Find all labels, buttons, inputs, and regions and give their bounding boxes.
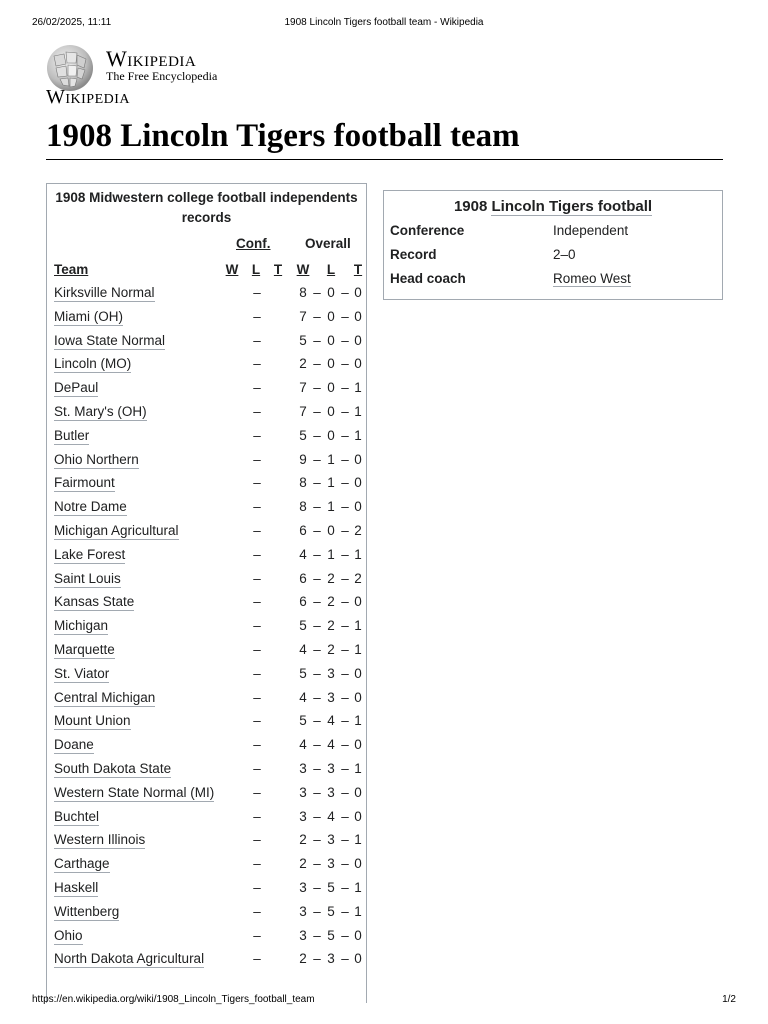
overall-wins: 7	[299, 403, 307, 419]
overall-losses: 1	[327, 451, 335, 467]
overall-wins: 3	[299, 927, 307, 943]
infobox	[383, 190, 723, 300]
records-header-row	[47, 258, 366, 282]
team-link[interactable]: DePaul	[54, 380, 99, 396]
overall-losses: 3	[327, 951, 335, 967]
conf-record: –	[253, 665, 261, 681]
team-link[interactable]: Marquette	[54, 641, 115, 657]
overall-ties: 0	[354, 356, 362, 372]
overall-losses: 3	[327, 832, 335, 848]
record-separator: –	[313, 618, 321, 634]
conf-ties-header[interactable]: T	[273, 262, 283, 277]
table-row	[47, 401, 366, 425]
conf-record: –	[253, 689, 261, 705]
record-separator: –	[341, 689, 349, 705]
record-separator: –	[341, 522, 349, 538]
overall-ties: 1	[354, 832, 362, 848]
record-separator: –	[341, 380, 349, 396]
overall-losses: 0	[327, 285, 335, 300]
table-row	[47, 901, 366, 925]
overall-wins: 5	[299, 618, 307, 634]
team-link[interactable]: Fairmount	[54, 475, 115, 491]
overall-ties: 0	[354, 808, 362, 824]
overall-ties: 0	[354, 951, 362, 967]
record-separator: –	[341, 308, 349, 324]
record-separator: –	[341, 737, 349, 753]
record-separator: –	[313, 332, 321, 348]
overall-losses: 0	[327, 332, 335, 348]
overall-losses: 1	[327, 546, 335, 562]
record-separator: –	[341, 499, 349, 515]
record-separator: –	[341, 879, 349, 895]
table-row	[47, 806, 366, 830]
record-separator: –	[341, 713, 349, 729]
overall-wins: 2	[299, 356, 307, 372]
conf-record: –	[253, 570, 261, 586]
logo-tagline: The Free Encyclopedia	[106, 69, 218, 83]
conf-record: –	[253, 641, 261, 657]
record-separator: –	[341, 641, 349, 657]
table-row	[47, 568, 366, 592]
print-header	[32, 17, 736, 31]
overall-ties: 0	[354, 737, 362, 753]
infobox-row-head-coach	[390, 271, 716, 291]
record-separator: –	[313, 951, 321, 967]
table-row	[47, 687, 366, 711]
overall-wins: 2	[299, 951, 307, 967]
overall-wins: 5	[299, 427, 307, 443]
overall-losses: 3	[327, 760, 335, 776]
table-row	[47, 544, 366, 568]
overall-ties: 1	[354, 879, 362, 895]
overall-losses: 2	[327, 618, 335, 634]
team-link[interactable]: Ohio	[54, 927, 83, 943]
overall-wins: 3	[299, 903, 307, 919]
overall-ties: 1	[354, 903, 362, 919]
record-separator: –	[313, 570, 321, 586]
record-separator: –	[313, 903, 321, 919]
record-separator: –	[313, 546, 321, 562]
table-row	[47, 377, 366, 401]
overall-wins: 6	[299, 570, 307, 586]
conf-record: –	[253, 951, 261, 967]
team-link[interactable]: Mount Union	[54, 713, 131, 729]
table-row	[47, 663, 366, 687]
conf-record: –	[253, 784, 261, 800]
record-separator: –	[341, 451, 349, 467]
conf-record: –	[253, 380, 261, 396]
wikipedia-logo[interactable]	[44, 42, 244, 110]
record-separator: –	[313, 737, 321, 753]
overall-losses: 4	[327, 713, 335, 729]
record-separator: –	[341, 570, 349, 586]
records-table	[47, 234, 366, 972]
record-separator: –	[341, 856, 349, 872]
overall-wins: 6	[299, 522, 307, 538]
table-row	[47, 615, 366, 639]
conf-record: –	[253, 903, 261, 919]
overall-ties: 0	[354, 856, 362, 872]
table-row	[47, 782, 366, 806]
table-row	[47, 496, 366, 520]
record-separator: –	[313, 380, 321, 396]
team-link[interactable]: Iowa State Normal	[54, 332, 166, 348]
overall-ties: 1	[354, 403, 362, 419]
team-link[interactable]: Michigan Agricultural	[54, 522, 179, 538]
print-footer	[32, 994, 736, 1008]
overall-ties: 2	[354, 570, 362, 586]
record-separator: –	[313, 927, 321, 943]
team-link[interactable]: Central Michigan	[54, 689, 156, 705]
conf-record: –	[253, 832, 261, 848]
overall-ties: 0	[354, 475, 362, 491]
record-separator: –	[341, 356, 349, 372]
overall-wins: 5	[299, 665, 307, 681]
table-row	[47, 829, 366, 853]
team-link[interactable]: Lincoln (MO)	[54, 356, 132, 372]
infobox-label: Record	[390, 247, 437, 262]
overall-ties: 1	[354, 380, 362, 396]
record-separator: –	[313, 451, 321, 467]
record-separator: –	[313, 665, 321, 681]
overall-wins: 6	[299, 594, 307, 610]
record-separator: –	[313, 879, 321, 895]
overall-wins: 3	[299, 784, 307, 800]
record-separator: –	[313, 808, 321, 824]
team-link[interactable]: Doane	[54, 737, 94, 753]
team-link[interactable]: South Dakota State	[54, 760, 172, 776]
overall-wins: 4	[299, 689, 307, 705]
record-separator: –	[341, 546, 349, 562]
overall-ties: 1	[354, 427, 362, 443]
page-title: 1908 Lincoln Tigers football team	[46, 118, 723, 160]
conf-record: –	[253, 475, 261, 491]
team-link[interactable]: Carthage	[54, 856, 110, 872]
overall-ties: 0	[354, 927, 362, 943]
overall-wins-header[interactable]: W	[296, 262, 310, 277]
print-page-number: 1/2	[722, 994, 736, 1005]
conf-record: –	[253, 356, 261, 372]
infobox-title-year: 1908	[453, 198, 488, 215]
record-separator: –	[341, 760, 349, 776]
overall-losses: 3	[327, 665, 335, 681]
overall-losses: 1	[327, 499, 335, 515]
records-caption: 1908 Midwestern college football independents records	[47, 184, 366, 230]
record-separator: –	[313, 594, 321, 610]
record-separator: –	[341, 285, 349, 300]
conf-header-link[interactable]: Conf.	[236, 236, 271, 251]
record-separator: –	[313, 832, 321, 848]
table-row	[47, 853, 366, 877]
overall-ties: 1	[354, 546, 362, 562]
team-link[interactable]: Miami (OH)	[54, 308, 123, 324]
head-coach-link[interactable]: Romeo West	[553, 271, 631, 286]
record-separator: –	[341, 784, 349, 800]
records-navbox	[46, 183, 367, 1003]
record-separator: –	[313, 499, 321, 515]
conf-record: –	[253, 308, 261, 324]
infobox-label: Head coach	[390, 271, 466, 286]
record-separator: –	[313, 285, 321, 300]
infobox-value: 2–0	[553, 247, 576, 262]
record-separator: –	[313, 689, 321, 705]
team-header-link[interactable]: Team	[54, 262, 89, 277]
record-separator: –	[313, 356, 321, 372]
overall-wins: 8	[299, 285, 307, 300]
conf-record: –	[253, 879, 261, 895]
team-link[interactable]: Butler	[54, 427, 90, 443]
team-link[interactable]: Western Illinois	[54, 832, 146, 848]
table-row	[47, 425, 366, 449]
overall-losses-header[interactable]: L	[326, 262, 336, 277]
record-separator: –	[341, 808, 349, 824]
record-separator: –	[313, 856, 321, 872]
overall-wins: 5	[299, 713, 307, 729]
table-row	[47, 282, 366, 306]
table-row	[47, 710, 366, 734]
overall-losses: 0	[327, 427, 335, 443]
infobox-row-conference	[390, 223, 716, 243]
table-row	[47, 306, 366, 330]
overall-ties: 0	[354, 665, 362, 681]
overall-wins: 3	[299, 879, 307, 895]
overall-header: Overall	[305, 236, 351, 251]
overall-ties: 1	[354, 641, 362, 657]
record-separator: –	[313, 427, 321, 443]
overall-losses: 0	[327, 403, 335, 419]
overall-wins: 7	[299, 380, 307, 396]
infobox-row-record	[390, 247, 716, 267]
record-separator: –	[313, 475, 321, 491]
print-datetime: 26/02/2025, 11:11	[32, 17, 112, 28]
overall-wins: 4	[299, 546, 307, 562]
record-separator: –	[341, 665, 349, 681]
overall-wins: 8	[299, 499, 307, 515]
record-separator: –	[341, 832, 349, 848]
overall-losses: 0	[327, 380, 335, 396]
conf-record: –	[253, 499, 261, 515]
record-separator: –	[341, 427, 349, 443]
overall-losses: 2	[327, 594, 335, 610]
overall-losses: 5	[327, 903, 335, 919]
infobox-title-link[interactable]: Lincoln Tigers football	[491, 198, 653, 215]
team-link[interactable]: Kirksville Normal	[54, 285, 155, 300]
record-separator: –	[313, 641, 321, 657]
team-link[interactable]: St. Mary's (OH)	[54, 403, 147, 419]
record-separator: –	[341, 951, 349, 967]
infobox-value: Independent	[553, 223, 629, 238]
conf-record: –	[253, 522, 261, 538]
overall-ties: 0	[354, 308, 362, 324]
conf-record: –	[253, 451, 261, 467]
overall-losses: 3	[327, 856, 335, 872]
team-link[interactable]: North Dakota Agricultural	[54, 951, 205, 967]
record-separator: –	[341, 927, 349, 943]
overall-losses: 3	[327, 689, 335, 705]
overall-ties: 0	[354, 594, 362, 610]
print-title: 1908 Lincoln Tigers football team - Wikipedia	[284, 17, 484, 28]
conf-record: –	[253, 808, 261, 824]
overall-losses: 0	[327, 522, 335, 538]
overall-wins: 8	[299, 475, 307, 491]
overall-wins: 9	[299, 451, 307, 467]
overall-losses: 1	[327, 475, 335, 491]
conf-losses-header[interactable]: L	[251, 262, 261, 277]
table-row	[47, 734, 366, 758]
conf-record: –	[253, 737, 261, 753]
overall-wins: 3	[299, 760, 307, 776]
record-separator: –	[313, 784, 321, 800]
team-link[interactable]: Saint Louis	[54, 570, 121, 586]
table-row	[47, 948, 366, 972]
overall-ties: 1	[354, 713, 362, 729]
infobox-label: Conference	[390, 223, 465, 238]
overall-ties: 0	[354, 784, 362, 800]
overall-losses: 0	[327, 308, 335, 324]
team-link[interactable]: Michigan	[54, 618, 109, 634]
record-separator: –	[313, 308, 321, 324]
overall-ties: 0	[354, 451, 362, 467]
team-link[interactable]: Ohio Northern	[54, 451, 139, 467]
overall-ties: 0	[354, 285, 362, 300]
logo-wordmark: Wikipedia	[106, 46, 197, 71]
overall-losses: 4	[327, 808, 335, 824]
overall-wins: 7	[299, 308, 307, 324]
record-separator: –	[341, 618, 349, 634]
team-link[interactable]: Buchtel	[54, 808, 100, 824]
table-row	[47, 877, 366, 901]
conf-record: –	[253, 760, 261, 776]
table-row	[47, 758, 366, 782]
team-link[interactable]: Notre Dame	[54, 499, 127, 515]
team-link[interactable]: Lake Forest	[54, 546, 126, 562]
team-link[interactable]: Western State Normal (MI)	[54, 784, 215, 800]
record-separator: –	[341, 475, 349, 491]
table-row	[47, 925, 366, 949]
record-separator: –	[341, 403, 349, 419]
table-row	[47, 472, 366, 496]
conf-record: –	[253, 427, 261, 443]
table-row	[47, 449, 366, 473]
conf-record: –	[253, 403, 261, 419]
table-row	[47, 353, 366, 377]
team-link[interactable]: St. Viator	[54, 665, 110, 681]
overall-losses: 2	[327, 570, 335, 586]
overall-losses: 3	[327, 784, 335, 800]
record-separator: –	[341, 903, 349, 919]
conf-record: –	[253, 332, 261, 348]
overall-ties-header[interactable]: T	[353, 262, 363, 277]
records-rows	[47, 282, 366, 972]
record-separator: –	[313, 760, 321, 776]
overall-wins: 5	[299, 332, 307, 348]
table-row	[47, 330, 366, 354]
overall-losses: 0	[327, 356, 335, 372]
overall-wins: 2	[299, 856, 307, 872]
conf-record: –	[253, 594, 261, 610]
conf-record: –	[253, 546, 261, 562]
record-separator: –	[341, 332, 349, 348]
overall-wins: 2	[299, 832, 307, 848]
print-url: https://en.wikipedia.org/wiki/1908_Lincoln_Tigers_football_team	[32, 994, 315, 1005]
overall-ties: 1	[354, 618, 362, 634]
overall-wins: 3	[299, 808, 307, 824]
conf-record: –	[253, 618, 261, 634]
overall-ties: 0	[354, 499, 362, 515]
overall-ties: 0	[354, 332, 362, 348]
conf-record: –	[253, 856, 261, 872]
record-separator: –	[313, 403, 321, 419]
conf-record: –	[253, 285, 261, 300]
record-separator: –	[313, 522, 321, 538]
overall-losses: 5	[327, 927, 335, 943]
overall-ties: 0	[354, 689, 362, 705]
infobox-title	[384, 198, 722, 215]
record-separator: –	[313, 713, 321, 729]
table-row	[47, 520, 366, 544]
overall-losses: 5	[327, 879, 335, 895]
team-link[interactable]: Wittenberg	[54, 903, 120, 919]
records-header-group-row	[47, 234, 366, 258]
overall-wins: 4	[299, 737, 307, 753]
overall-wins: 4	[299, 641, 307, 657]
logo-wordmark-secondary: Wikipedia	[46, 86, 131, 108]
overall-losses: 2	[327, 641, 335, 657]
overall-ties: 1	[354, 760, 362, 776]
conf-wins-header[interactable]: W	[225, 262, 239, 277]
conf-record: –	[253, 927, 261, 943]
team-link[interactable]: Haskell	[54, 879, 99, 895]
record-separator: –	[341, 594, 349, 610]
table-row	[47, 639, 366, 663]
table-row	[47, 591, 366, 615]
team-link[interactable]: Kansas State	[54, 594, 135, 610]
overall-losses: 4	[327, 737, 335, 753]
overall-ties: 2	[354, 522, 362, 538]
conf-record: –	[253, 713, 261, 729]
